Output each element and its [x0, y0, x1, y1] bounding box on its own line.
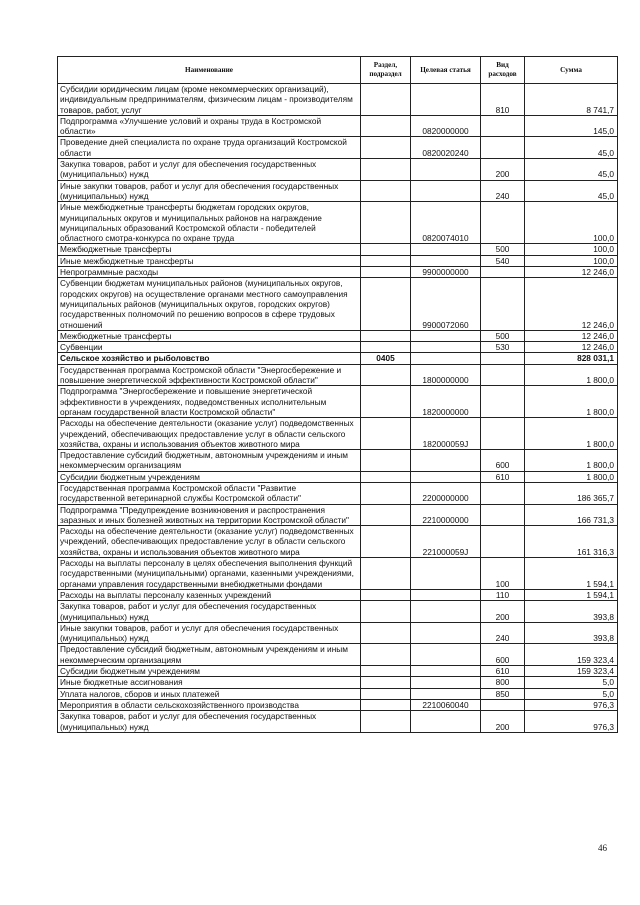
cell-name: Государственная программа Костромской области "Развитие государственной ветеринарной службы Костромской области"	[58, 482, 361, 504]
table-row	[58, 267, 618, 278]
cell-target: 2210060040	[411, 699, 481, 710]
cell-type: 200	[481, 711, 525, 733]
table-row	[58, 471, 618, 482]
table-row	[58, 255, 618, 266]
table-row	[58, 558, 618, 590]
header-type: Вид расходов	[481, 57, 525, 84]
cell-type: 810	[481, 84, 525, 116]
cell-target: 0820000000	[411, 115, 481, 137]
cell-target	[411, 255, 481, 266]
cell-section	[361, 482, 411, 504]
cell-name: Расходы на выплаты персоналу казенных учреждений	[58, 589, 361, 600]
cell-section	[361, 558, 411, 590]
cell-name: Иные бюджетные ассигнования	[58, 677, 361, 688]
cell-name: Иные межбюджетные трансферты	[58, 255, 361, 266]
cell-section	[361, 115, 411, 137]
cell-sum: 1 800,0	[525, 364, 618, 386]
cell-section	[361, 364, 411, 386]
table-row	[58, 330, 618, 341]
cell-target: 221000059J	[411, 526, 481, 558]
cell-type	[481, 202, 525, 244]
cell-target	[411, 159, 481, 181]
cell-section	[361, 255, 411, 266]
cell-name: Субсидии бюджетным учреждениям	[58, 666, 361, 677]
cell-section	[361, 504, 411, 526]
cell-section	[361, 677, 411, 688]
cell-sum: 45,0	[525, 159, 618, 181]
cell-target	[411, 471, 481, 482]
table-row	[58, 386, 618, 418]
cell-section	[361, 601, 411, 623]
cell-section	[361, 471, 411, 482]
cell-sum: 100,0	[525, 255, 618, 266]
cell-sum: 1 800,0	[525, 471, 618, 482]
cell-sum: 159 323,4	[525, 666, 618, 677]
table-row	[58, 622, 618, 644]
table-row	[58, 244, 618, 255]
cell-type	[481, 526, 525, 558]
header-name: Наименование	[58, 57, 361, 84]
cell-type	[481, 278, 525, 330]
table-row	[58, 688, 618, 699]
header-section: Раздел, подраздел	[361, 57, 411, 84]
table-row	[58, 159, 618, 181]
cell-name: Иные закупки товаров, работ и услуг для обеспечения государственных (муниципальных) нужд	[58, 622, 361, 644]
cell-name: Подпрограмма "Энергосбережение и повышение энергетической эффективности в учреждениях, подведомственных исполнительным органам государственной власти Костромской области"	[58, 386, 361, 418]
cell-target	[411, 84, 481, 116]
cell-sum: 5,0	[525, 688, 618, 699]
cell-type	[481, 364, 525, 386]
cell-sum: 976,3	[525, 711, 618, 733]
table-row	[58, 202, 618, 244]
cell-type	[481, 482, 525, 504]
cell-sum: 12 246,0	[525, 278, 618, 330]
cell-target: 9900072060	[411, 278, 481, 330]
cell-sum: 5,0	[525, 677, 618, 688]
cell-name: Сельское хозяйство и рыболовство	[58, 353, 361, 364]
cell-name: Межбюджетные трансферты	[58, 244, 361, 255]
cell-section	[361, 666, 411, 677]
cell-section	[361, 450, 411, 472]
table-row	[58, 418, 618, 450]
cell-section	[361, 699, 411, 710]
cell-type	[481, 267, 525, 278]
table-row	[58, 84, 618, 116]
cell-name: Непрограммные расходы	[58, 267, 361, 278]
cell-sum: 393,8	[525, 622, 618, 644]
cell-sum: 100,0	[525, 202, 618, 244]
cell-type	[481, 353, 525, 364]
table-row	[58, 526, 618, 558]
cell-name: Предоставление субсидий бюджетным, автономным учреждениям и иным некоммерческим организациям	[58, 644, 361, 666]
cell-target	[411, 688, 481, 699]
cell-name: Расходы на выплаты персоналу в целях обеспечения выполнения функций государственными (муниципальными) органами, казенными учреждениями, органами управления государственными внебюджетными фондами	[58, 558, 361, 590]
cell-target	[411, 342, 481, 353]
cell-type	[481, 115, 525, 137]
header-target: Целевая статья	[411, 57, 481, 84]
cell-name: Субсидии бюджетным учреждениям	[58, 471, 361, 482]
cell-section	[361, 267, 411, 278]
cell-name: Закупка товаров, работ и услуг для обеспечения государственных (муниципальных) нужд	[58, 711, 361, 733]
table-row	[58, 711, 618, 733]
cell-sum: 12 246,0	[525, 267, 618, 278]
cell-section	[361, 386, 411, 418]
cell-type: 200	[481, 601, 525, 623]
cell-section	[361, 622, 411, 644]
page-number: 46	[598, 843, 607, 853]
cell-sum: 1 800,0	[525, 386, 618, 418]
cell-name: Расходы на обеспечение деятельности (оказание услуг) подведомственных учреждений, обеспечивающих предоставление услуг в области сельского хозяйства, охраны и использования объектов животного мира	[58, 418, 361, 450]
table-row	[58, 450, 618, 472]
table-row	[58, 342, 618, 353]
cell-target: 0820074010	[411, 202, 481, 244]
cell-sum: 1 800,0	[525, 418, 618, 450]
cell-name: Иные межбюджетные трансферты бюджетам городских округов, муниципальных округов и муниципальных районов на награждение муниципальных образований Костромской области - победителей областного смотра-конкурса по охране труда	[58, 202, 361, 244]
cell-target	[411, 558, 481, 590]
cell-target	[411, 644, 481, 666]
cell-target	[411, 711, 481, 733]
cell-sum: 100,0	[525, 244, 618, 255]
cell-target	[411, 244, 481, 255]
cell-type: 530	[481, 342, 525, 353]
table-row	[58, 699, 618, 710]
cell-type	[481, 504, 525, 526]
table-row	[58, 364, 618, 386]
cell-target: 0820020240	[411, 137, 481, 159]
cell-section	[361, 330, 411, 341]
table-row	[58, 589, 618, 600]
cell-name: Иные закупки товаров, работ и услуг для обеспечения государственных (муниципальных) нужд	[58, 180, 361, 202]
cell-sum: 186 365,7	[525, 482, 618, 504]
table-row	[58, 504, 618, 526]
cell-section	[361, 202, 411, 244]
cell-type: 240	[481, 622, 525, 644]
table-row	[58, 353, 618, 364]
cell-sum: 828 031,1	[525, 353, 618, 364]
table-row	[58, 137, 618, 159]
cell-sum: 1 800,0	[525, 450, 618, 472]
cell-sum: 145,0	[525, 115, 618, 137]
cell-name: Подпрограмма "Предупреждение возникновения и распространения заразных и иных болезней животных на территории Костромской области"	[58, 504, 361, 526]
cell-section: 0405	[361, 353, 411, 364]
cell-type: 850	[481, 688, 525, 699]
cell-name: Субвенции бюджетам муниципальных районов (муниципальных округов, городских округов) на осуществление органами местного самоуправления муниципальных районов (муниципальных округов, городских округов) государственных полномочий по решению вопросов в сфере трудовых отношений	[58, 278, 361, 330]
cell-name: Расходы на обеспечение деятельности (оказание услуг) подведомственных учреждений, обеспечивающих предоставление услуг в области сельского хозяйства, охраны и использования объектов животного мира	[58, 526, 361, 558]
cell-section	[361, 159, 411, 181]
cell-target: 182000059J	[411, 418, 481, 450]
cell-target	[411, 450, 481, 472]
cell-sum: 166 731,3	[525, 504, 618, 526]
table-row	[58, 278, 618, 330]
cell-type: 240	[481, 180, 525, 202]
cell-target	[411, 589, 481, 600]
cell-target	[411, 677, 481, 688]
cell-name: Подпрограмма «Улучшение условий и охраны труда в Костромской области»	[58, 115, 361, 137]
budget-table	[57, 56, 618, 733]
cell-target: 1820000000	[411, 386, 481, 418]
cell-sum: 976,3	[525, 699, 618, 710]
cell-type: 800	[481, 677, 525, 688]
cell-target	[411, 601, 481, 623]
cell-section	[361, 526, 411, 558]
cell-sum: 1 594,1	[525, 558, 618, 590]
cell-name: Субсидии юридическим лицам (кроме некоммерческих организаций), индивидуальным предпринимателям, физическим лицам - производителям товаров, работ, услуг	[58, 84, 361, 116]
table-row	[58, 601, 618, 623]
cell-target: 9900000000	[411, 267, 481, 278]
cell-target	[411, 330, 481, 341]
cell-name: Проведение дней специалиста по охране труда организаций Костромской области	[58, 137, 361, 159]
table-header-row	[58, 57, 618, 84]
cell-sum: 45,0	[525, 137, 618, 159]
document-page	[57, 56, 617, 733]
cell-name: Уплата налогов, сборов и иных платежей	[58, 688, 361, 699]
cell-name: Мероприятия в области сельскохозяйственного производства	[58, 699, 361, 710]
cell-target	[411, 622, 481, 644]
table-row	[58, 482, 618, 504]
cell-target	[411, 666, 481, 677]
cell-section	[361, 137, 411, 159]
cell-type: 110	[481, 589, 525, 600]
cell-type	[481, 386, 525, 418]
cell-section	[361, 84, 411, 116]
cell-sum: 45,0	[525, 180, 618, 202]
cell-target: 2210000000	[411, 504, 481, 526]
table-row	[58, 115, 618, 137]
cell-type	[481, 699, 525, 710]
cell-name: Закупка товаров, работ и услуг для обеспечения государственных (муниципальных) нужд	[58, 159, 361, 181]
header-sum: Сумма	[525, 57, 618, 84]
cell-type	[481, 137, 525, 159]
cell-target	[411, 180, 481, 202]
table-row	[58, 666, 618, 677]
table-row	[58, 644, 618, 666]
cell-section	[361, 278, 411, 330]
cell-section	[361, 180, 411, 202]
cell-section	[361, 711, 411, 733]
table-row	[58, 180, 618, 202]
cell-name: Межбюджетные трансферты	[58, 330, 361, 341]
cell-name: Субвенции	[58, 342, 361, 353]
cell-target: 1800000000	[411, 364, 481, 386]
cell-sum: 12 246,0	[525, 342, 618, 353]
cell-sum: 1 594,1	[525, 589, 618, 600]
cell-type: 600	[481, 644, 525, 666]
cell-type: 200	[481, 159, 525, 181]
cell-sum: 12 246,0	[525, 330, 618, 341]
cell-name: Государственная программа Костромской области "Энергосбережение и повышение энергетической эффективности Костромской области"	[58, 364, 361, 386]
cell-sum: 393,8	[525, 601, 618, 623]
cell-type: 610	[481, 666, 525, 677]
cell-target: 2200000000	[411, 482, 481, 504]
cell-section	[361, 342, 411, 353]
cell-sum: 161 316,3	[525, 526, 618, 558]
cell-section	[361, 644, 411, 666]
cell-section	[361, 418, 411, 450]
cell-sum: 159 323,4	[525, 644, 618, 666]
cell-section	[361, 589, 411, 600]
cell-type	[481, 418, 525, 450]
cell-type: 610	[481, 471, 525, 482]
cell-target	[411, 353, 481, 364]
cell-type: 500	[481, 330, 525, 341]
table-row	[58, 677, 618, 688]
cell-type: 600	[481, 450, 525, 472]
cell-name: Предоставление субсидий бюджетным, автономным учреждениям и иным некоммерческим организациям	[58, 450, 361, 472]
cell-type: 500	[481, 244, 525, 255]
cell-section	[361, 688, 411, 699]
cell-type: 100	[481, 558, 525, 590]
cell-type: 540	[481, 255, 525, 266]
cell-section	[361, 244, 411, 255]
cell-sum: 8 741,7	[525, 84, 618, 116]
cell-name: Закупка товаров, работ и услуг для обеспечения государственных (муниципальных) нужд	[58, 601, 361, 623]
